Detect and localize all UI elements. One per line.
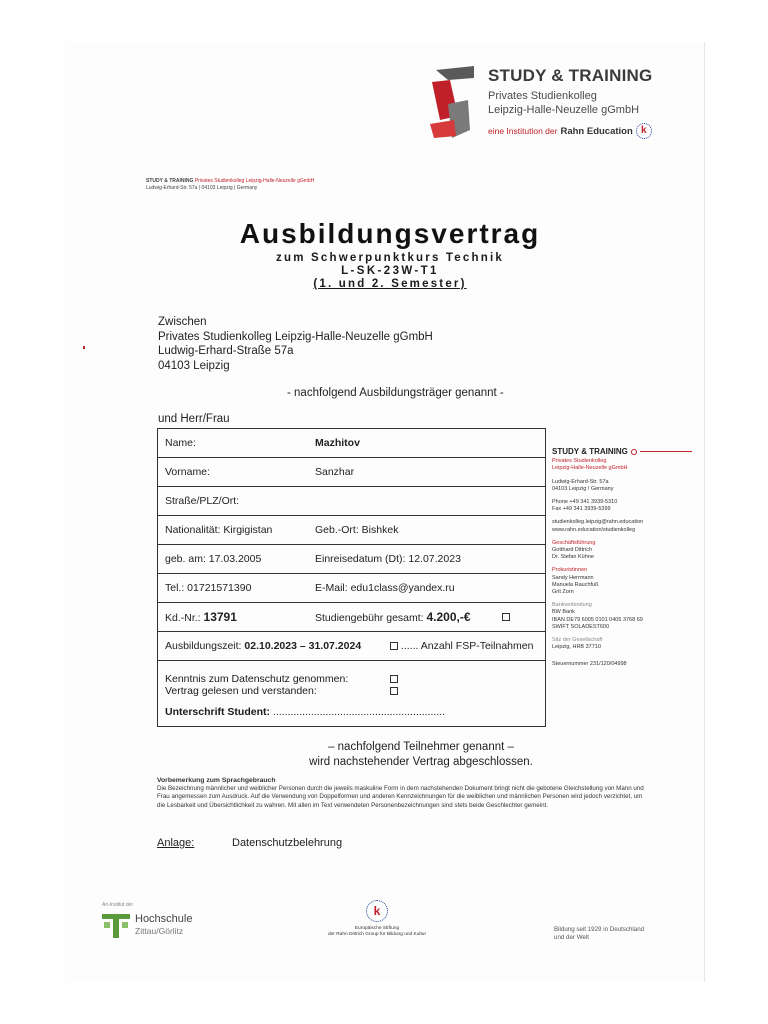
form-row-kontakt — [158, 574, 545, 603]
sitz-value: Leipzig, HRB 37710 — [552, 644, 601, 651]
telefon-field[interactable]: Tel.: 01721571390 — [165, 582, 252, 594]
margin-mark — [83, 346, 85, 349]
ausbildungszeit-field — [165, 640, 361, 652]
prok-3: Grit Zorn — [552, 589, 574, 596]
sidebar-address — [552, 479, 692, 493]
gelesen-label: Vertrag gelesen und verstanden: — [165, 685, 317, 697]
geburtsort-field[interactable]: Geb.-Ort: Bishkek — [315, 524, 399, 536]
hochschule-name — [135, 913, 192, 937]
document-title: Ausbildungsvertrag — [239, 218, 541, 249]
gebuehr-checkbox[interactable] — [502, 611, 510, 623]
sidebar-addr1: Ludwig-Erhard-Str. 57a — [552, 478, 609, 485]
sender-brand: STUDY & TRAINING — [146, 178, 194, 184]
sidebar-addr2: 04103 Leipzig / Germany — [552, 485, 614, 492]
stiftung-logo — [312, 900, 442, 938]
vorbemerkung-heading: Vorbemerkung zum Sprachgebrauch — [157, 777, 276, 784]
datenschutz-checkbox[interactable] — [390, 673, 398, 685]
kdnr-field — [165, 610, 237, 624]
unterschrift-line[interactable]: ........................................................... — [272, 706, 446, 718]
anlage-value: Datenschutzbelehrung — [232, 837, 343, 849]
an-institut-label: An-Institut der — [102, 902, 134, 908]
fsp-dots: ...... — [400, 640, 419, 652]
name-label: Name: — [165, 437, 196, 449]
sidebar-management — [552, 540, 692, 562]
form-row-ausbildungszeit — [158, 632, 545, 661]
anlage — [157, 837, 343, 849]
name-value[interactable]: Mazhitov — [315, 437, 360, 449]
logo-line2: Leipzig-Halle-Neuzelle gGmbH — [488, 104, 640, 116]
sidebar-sitz — [552, 637, 692, 651]
student-form-table — [157, 428, 546, 727]
fsp-field — [390, 640, 533, 652]
teilnehmer-note — [306, 740, 536, 770]
prok-1: Sandy Herrmann — [552, 574, 594, 581]
unterschrift-label: Unterschrift Student: — [165, 706, 270, 718]
sender-address: Ludwig-Erhard-Str. 57a | 04103 Leipzig | Germany — [146, 185, 258, 191]
ausbildungszeit-label: Ausbildungszeit: — [165, 640, 242, 652]
form-row-kdnr — [158, 603, 545, 632]
hochschule-icon — [102, 912, 130, 938]
title-block — [150, 218, 630, 290]
sidebar-org1: Privates Studienkolleg — [552, 458, 607, 465]
hochschule-sub: Zittau/Görlitz — [135, 926, 184, 936]
logo-line1: Privates Studienkolleg — [488, 90, 597, 102]
geburtsdatum-field[interactable]: geb. am: 17.03.2005 — [165, 553, 262, 565]
course-code: L-SK-23W-T1 — [341, 265, 439, 277]
hochschule-title: Hochschule — [135, 913, 193, 925]
bildung-line1: Bildung seit 1929 in Deutschland — [554, 926, 645, 933]
sidebar-steuer: Steuernummer 231/120/04998 — [552, 661, 627, 668]
party-street: Ludwig-Erhard-Straße 57a — [158, 345, 294, 357]
sidebar-prokura — [552, 567, 692, 596]
einreisedatum-field[interactable]: Einreisedatum (Dt): 12.07.2023 — [315, 553, 461, 565]
vorbemerkung-text: Die Bezeichnung männlicher und weiblicher Personen durch die jeweils maskuline Form in dem nachstehenden Dokument bringt nicht die gebotene Gleichstellung von Mann und Frau angemessen zum Ausdruck. Auf die Verwendung von Doppelformen und anderen Kennzeichnungen für die weiblichen und männlichen Personen wird jedoch verzichtet, um die Lesbarkeit und Übersichtlichkeit zu wahren. Mit allen im Text verwendeten Personenbezeichnungen sind stets beide Geschlechter gemeint. — [157, 785, 644, 809]
sitz-label: Sitz der Gesellschaft — [552, 637, 603, 644]
traeger-note: - nachfolgend Ausbildungsträger genannt - — [287, 387, 504, 399]
prok-2: Manuela Rauchfuß — [552, 581, 599, 588]
logo-institution — [488, 123, 652, 139]
logo-brand: STUDY & TRAINING — [488, 66, 653, 85]
fsp-checkbox[interactable] — [390, 642, 398, 650]
form-row-vorname — [158, 458, 545, 487]
stiftung-star-icon: k — [366, 900, 388, 922]
sender-line — [146, 178, 314, 192]
sidebar-divider — [640, 451, 692, 452]
ausbildungszeit-value: 02.10.2023 – 31.07.2024 — [244, 640, 362, 652]
sidebar-bank — [552, 602, 692, 631]
bildung-line2: und der Welt — [554, 934, 589, 941]
sidebar-brand-row — [552, 448, 692, 455]
form-row-confirmations — [158, 661, 545, 727]
bank-3: SWIFT SOLADEST600 — [552, 623, 610, 630]
strasse-label: Straße/PLZ/Ort: — [165, 495, 240, 507]
form-row-nationalitaet — [158, 516, 545, 545]
herr-frau-label: und Herr/Frau — [158, 413, 230, 425]
gelesen-checkbox[interactable] — [390, 685, 398, 697]
fsp-label: Anzahl FSP-Teilnahmen — [420, 640, 534, 652]
bank-1: BW Bank — [552, 609, 575, 616]
rahn-badge-icon: k — [636, 123, 652, 139]
sidebar-brand: STUDY & TRAINING — [552, 447, 628, 456]
sidebar-email: studienkolleg.leipzig@rahn.education — [552, 519, 644, 526]
party-city: 04103 Leipzig — [158, 359, 230, 372]
anlage-label: Anlage: — [157, 837, 195, 849]
sidebar-website: www.rahn.education/studienkolleg — [552, 526, 636, 533]
stiftung-line2: der Rahn Dittrich Group für Bildung und Kultur — [327, 932, 427, 937]
datenschutz-label: Kenntnis zum Datenschutz genommen: — [165, 673, 349, 685]
bank-2: IBAN DE79 6005 0101 0405 3768 69 — [552, 616, 643, 623]
vorname-label: Vorname: — [165, 466, 210, 478]
sidebar-web — [552, 519, 692, 533]
vorbemerkung — [157, 777, 647, 810]
study-training-logo-icon — [428, 64, 478, 140]
document-subtitle: zum Schwerpunktkurs Technik — [276, 252, 504, 264]
party-block — [158, 315, 433, 373]
kdnr-label: Kd.-Nr.: — [165, 612, 201, 624]
semester-note: (1. und 2. Semester) — [313, 278, 467, 290]
vorname-value[interactable]: Sanzhar — [315, 466, 355, 478]
zwischen-label: Zwischen — [158, 316, 207, 328]
bildung-note — [554, 926, 644, 942]
header-logo — [428, 62, 678, 142]
institution-prefix: eine Institution der — [488, 126, 558, 136]
gf-label: Geschäftsführung — [552, 539, 596, 546]
gebuehr-value: 4.200,-€ — [426, 610, 471, 624]
teilnehmer-line1: – nachfolgend Teilnehmer genannt – — [328, 741, 514, 753]
sidebar-org2: Leipzig-Halle-Neuzelle gGmbH — [552, 465, 628, 472]
email-field[interactable]: E-Mail: edu1class@yandex.ru — [315, 582, 455, 594]
kdnr-value: 13791 — [203, 610, 237, 624]
unterschrift-field — [165, 706, 445, 718]
form-row-strasse — [158, 487, 545, 516]
company-sidebar — [552, 448, 692, 669]
institution-name: Rahn Education — [560, 125, 633, 137]
hochschule-row — [102, 912, 212, 938]
party-org: Privates Studienkolleg Leipzig-Halle-Neuzelle gGmbH — [158, 330, 433, 343]
sender-org: Privates Studienkolleg Leipzig-Halle-Neuzelle gGmbH — [194, 178, 315, 184]
teilnehmer-line2: wird nachstehender Vertrag abgeschlossen. — [309, 756, 533, 768]
hochschule-logo — [102, 902, 212, 938]
sidebar-fax: Fax +49 341 3939-5399 — [552, 506, 611, 513]
gebuehr-field — [315, 610, 471, 624]
gf-2: Dr. Stefan Kühne — [552, 554, 594, 561]
bank-label: Bankverbindung — [552, 602, 592, 609]
stiftung-line1: Europäische Stiftung — [354, 926, 400, 931]
form-row-name — [158, 429, 545, 458]
gf-1: Gotthard Dittrich — [552, 547, 593, 554]
form-row-geburt — [158, 545, 545, 574]
sidebar-dot-icon — [631, 449, 637, 455]
prok-label: Prokuristinnen — [552, 567, 588, 574]
nationalitaet-field[interactable]: Nationalität: Kirgigistan — [165, 524, 273, 536]
sidebar-phone: Phone +49 341 3939-5310 — [552, 499, 618, 506]
gebuehr-label: Studiengebühr gesamt: — [315, 612, 424, 624]
sidebar-contact — [552, 499, 692, 513]
